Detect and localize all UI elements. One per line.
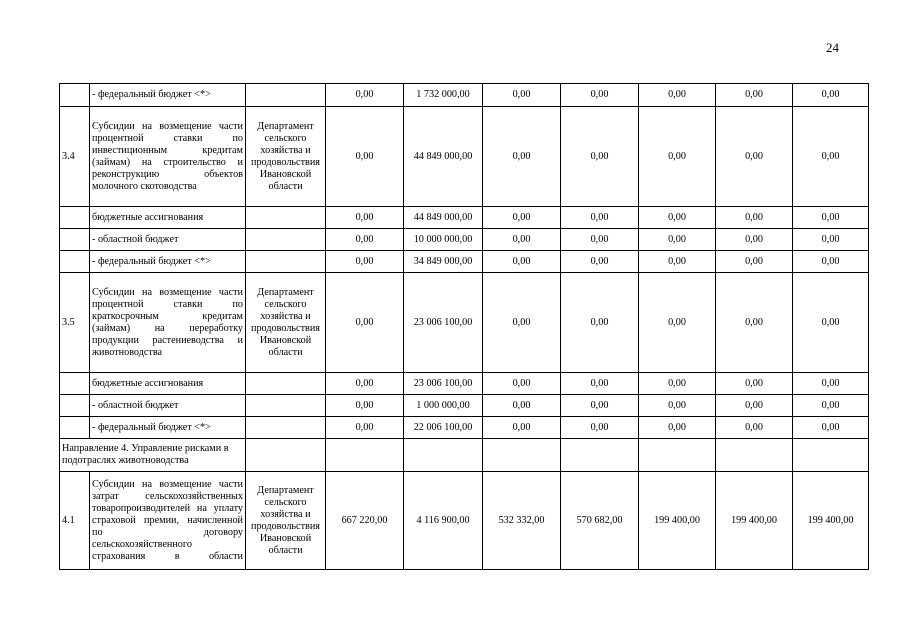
value-cell: 0,00: [326, 229, 404, 251]
row-name-cell: [90, 107, 246, 207]
row-code-cell: [60, 251, 90, 273]
row-name: - областной бюджет: [92, 233, 179, 245]
value-cell: 0,00: [716, 229, 793, 251]
row-code-cell: [60, 207, 90, 229]
value-cell: 0,00: [326, 84, 404, 107]
executor-cell: [246, 395, 326, 417]
row-name-line: страховой премии, начисленной: [92, 514, 243, 526]
value-cell: 0,00: [716, 107, 793, 207]
table-row: [60, 229, 869, 251]
executor-line: области: [268, 180, 303, 192]
row-name-line: по договору: [92, 526, 243, 538]
executor-cell: [246, 107, 326, 207]
value-cell: 0,00: [326, 107, 404, 207]
value-cell: 0,00: [793, 229, 869, 251]
executor-cell: [246, 472, 326, 570]
empty-cell: [326, 439, 404, 472]
value-cell: 0,00: [483, 395, 561, 417]
row-name-line: страхования в области: [92, 550, 243, 562]
row-name-line: Субсидии на возмещение части: [92, 286, 243, 298]
value-cell: 0,00: [716, 373, 793, 395]
value-cell: 0,00: [561, 273, 639, 373]
table-row: [60, 251, 869, 273]
value-cell: 0,00: [561, 417, 639, 439]
row-name-line: инвестиционным кредитам: [92, 144, 243, 156]
row-name-cell: [90, 207, 246, 229]
row-name-line: продукции растениеводства и: [92, 334, 243, 346]
value-cell: 199 400,00: [793, 472, 869, 570]
value-cell: 0,00: [639, 395, 716, 417]
executor-line: хозяйства и: [260, 310, 311, 322]
value-cell: 1 000 000,00: [404, 395, 483, 417]
value-cell: 1 732 000,00: [404, 84, 483, 107]
page-number: 24: [826, 40, 839, 55]
executor-line: области: [268, 346, 303, 358]
value-cell: 0,00: [639, 417, 716, 439]
value-cell: 0,00: [716, 84, 793, 107]
row-name-line: товаропроизводителей на уплату: [92, 502, 243, 514]
value-cell: 0,00: [483, 107, 561, 207]
direction-line: Направление 4. Управление рисками в: [62, 443, 229, 454]
row-name: - федеральный бюджет <*>: [92, 421, 211, 433]
value-cell: 22 006 100,00: [404, 417, 483, 439]
executor-line: хозяйства и: [260, 144, 311, 156]
value-cell: 199 400,00: [639, 472, 716, 570]
value-cell: 0,00: [639, 273, 716, 373]
executor-cell: [246, 84, 326, 107]
value-cell: 0,00: [483, 251, 561, 273]
table-body: [60, 84, 869, 570]
row-name: - федеральный бюджет <*>: [92, 255, 211, 267]
table-row: [60, 439, 869, 472]
value-cell: 0,00: [326, 373, 404, 395]
row-code-cell: [60, 417, 90, 439]
value-cell: 0,00: [793, 107, 869, 207]
value-cell: 0,00: [639, 229, 716, 251]
table-row: [60, 107, 869, 207]
executor-line: Департамент: [257, 286, 314, 298]
value-cell: 0,00: [639, 107, 716, 207]
executor-line: Ивановской: [259, 532, 312, 544]
row-code-cell: [60, 373, 90, 395]
row-name-cell: [90, 229, 246, 251]
value-cell: 0,00: [561, 373, 639, 395]
value-cell: 34 849 000,00: [404, 251, 483, 273]
row-name: бюджетные ассигнования: [92, 377, 204, 389]
value-cell: 0,00: [716, 417, 793, 439]
row-name-line: затрат сельскохозяйственных: [92, 490, 243, 502]
value-cell: 0,00: [561, 207, 639, 229]
empty-cell: [246, 439, 326, 472]
table-row: [60, 472, 869, 570]
row-code: 3.5: [62, 316, 75, 328]
value-cell: 0,00: [793, 373, 869, 395]
value-cell: 0,00: [326, 273, 404, 373]
value-cell: 0,00: [326, 417, 404, 439]
row-name-cell: [90, 395, 246, 417]
row-code-cell: [60, 107, 90, 207]
row-name-line: сельскохозяйственного: [92, 538, 192, 550]
row-code-cell: [60, 273, 90, 373]
table-row: [60, 395, 869, 417]
row-name-line: Субсидии на возмещение части: [92, 120, 243, 132]
value-cell: 0,00: [639, 84, 716, 107]
table-row: [60, 273, 869, 373]
value-cell: 0,00: [483, 84, 561, 107]
value-cell: 0,00: [483, 229, 561, 251]
executor-line: области: [268, 544, 303, 556]
executor-line: продовольствия: [251, 322, 320, 334]
row-name-line: животноводства: [92, 346, 163, 358]
value-cell: 0,00: [716, 395, 793, 417]
row-code-cell: [60, 84, 90, 107]
value-cell: 44 849 000,00: [404, 207, 483, 229]
row-code: 3.4: [62, 150, 75, 162]
row-name-cell: [90, 373, 246, 395]
row-name-cell: [90, 84, 246, 107]
value-cell: 0,00: [716, 273, 793, 373]
value-cell: 0,00: [561, 251, 639, 273]
row-code-cell: [60, 229, 90, 251]
value-cell: 0,00: [561, 229, 639, 251]
row-name-cell: [90, 251, 246, 273]
executor-cell: [246, 251, 326, 273]
value-cell: 199 400,00: [716, 472, 793, 570]
row-name-line: процентной ставки по: [92, 132, 243, 144]
empty-cell: [483, 439, 561, 472]
row-code-cell: [60, 395, 90, 417]
row-name: бюджетные ассигнования: [92, 211, 204, 223]
executor-line: продовольствия: [251, 156, 320, 168]
value-cell: 532 332,00: [483, 472, 561, 570]
value-cell: 0,00: [483, 417, 561, 439]
executor-line: Ивановской: [259, 334, 312, 346]
row-code-cell: [60, 472, 90, 570]
executor-line: Департамент: [257, 120, 314, 132]
value-cell: 0,00: [793, 84, 869, 107]
empty-cell: [793, 439, 869, 472]
value-cell: 23 006 100,00: [404, 273, 483, 373]
empty-cell: [716, 439, 793, 472]
value-cell: 0,00: [483, 373, 561, 395]
value-cell: 0,00: [793, 207, 869, 229]
value-cell: 0,00: [483, 207, 561, 229]
value-cell: 0,00: [793, 251, 869, 273]
empty-cell: [561, 439, 639, 472]
value-cell: 0,00: [793, 395, 869, 417]
row-name-line: процентной ставки по: [92, 298, 243, 310]
value-cell: 0,00: [716, 207, 793, 229]
executor-cell: [246, 207, 326, 229]
executor-line: хозяйства и: [260, 508, 311, 520]
value-cell: 0,00: [793, 273, 869, 373]
value-cell: 0,00: [326, 395, 404, 417]
row-name-line: (займам) на переработку: [92, 322, 243, 334]
value-cell: 0,00: [561, 84, 639, 107]
empty-cell: [639, 439, 716, 472]
executor-line: Ивановской: [259, 168, 312, 180]
value-cell: 0,00: [561, 395, 639, 417]
direction-cell: [60, 439, 246, 472]
table-row: [60, 207, 869, 229]
row-name-cell: [90, 273, 246, 373]
executor-line: сельского: [264, 298, 307, 310]
value-cell: 0,00: [561, 107, 639, 207]
row-name-line: реконструкцию объектов: [92, 168, 243, 180]
empty-cell: [404, 439, 483, 472]
table-row: [60, 84, 869, 107]
value-cell: 23 006 100,00: [404, 373, 483, 395]
row-name-cell: [90, 417, 246, 439]
executor-line: сельского: [264, 132, 307, 144]
value-cell: 0,00: [639, 251, 716, 273]
executor-line: Департамент: [257, 484, 314, 496]
row-name-cell: [90, 472, 246, 570]
value-cell: 10 000 000,00: [404, 229, 483, 251]
executor-line: сельского: [264, 496, 307, 508]
budget-table: [59, 83, 869, 570]
value-cell: 0,00: [483, 273, 561, 373]
row-code: 4.1: [62, 514, 75, 526]
value-cell: 44 849 000,00: [404, 107, 483, 207]
row-name-line: молочного скотоводства: [92, 180, 197, 192]
direction-line: подотраслях животноводства: [62, 455, 189, 466]
row-name: - областной бюджет: [92, 399, 179, 411]
executor-cell: [246, 229, 326, 251]
value-cell: 0,00: [639, 207, 716, 229]
executor-cell: [246, 417, 326, 439]
table-row: [60, 373, 869, 395]
row-name: - федеральный бюджет <*>: [92, 89, 211, 100]
value-cell: 0,00: [326, 207, 404, 229]
value-cell: 667 220,00: [326, 472, 404, 570]
value-cell: 0,00: [793, 417, 869, 439]
value-cell: 0,00: [716, 251, 793, 273]
executor-line: продовольствия: [251, 520, 320, 532]
value-cell: 0,00: [639, 373, 716, 395]
executor-cell: [246, 273, 326, 373]
row-name-line: (займам) на строительство и: [92, 156, 243, 168]
value-cell: 570 682,00: [561, 472, 639, 570]
row-name-line: Субсидии на возмещение части: [92, 478, 243, 490]
value-cell: 0,00: [326, 251, 404, 273]
row-name-line: краткосрочным кредитам: [92, 310, 243, 322]
table-row: [60, 417, 869, 439]
value-cell: 4 116 900,00: [404, 472, 483, 570]
executor-cell: [246, 373, 326, 395]
